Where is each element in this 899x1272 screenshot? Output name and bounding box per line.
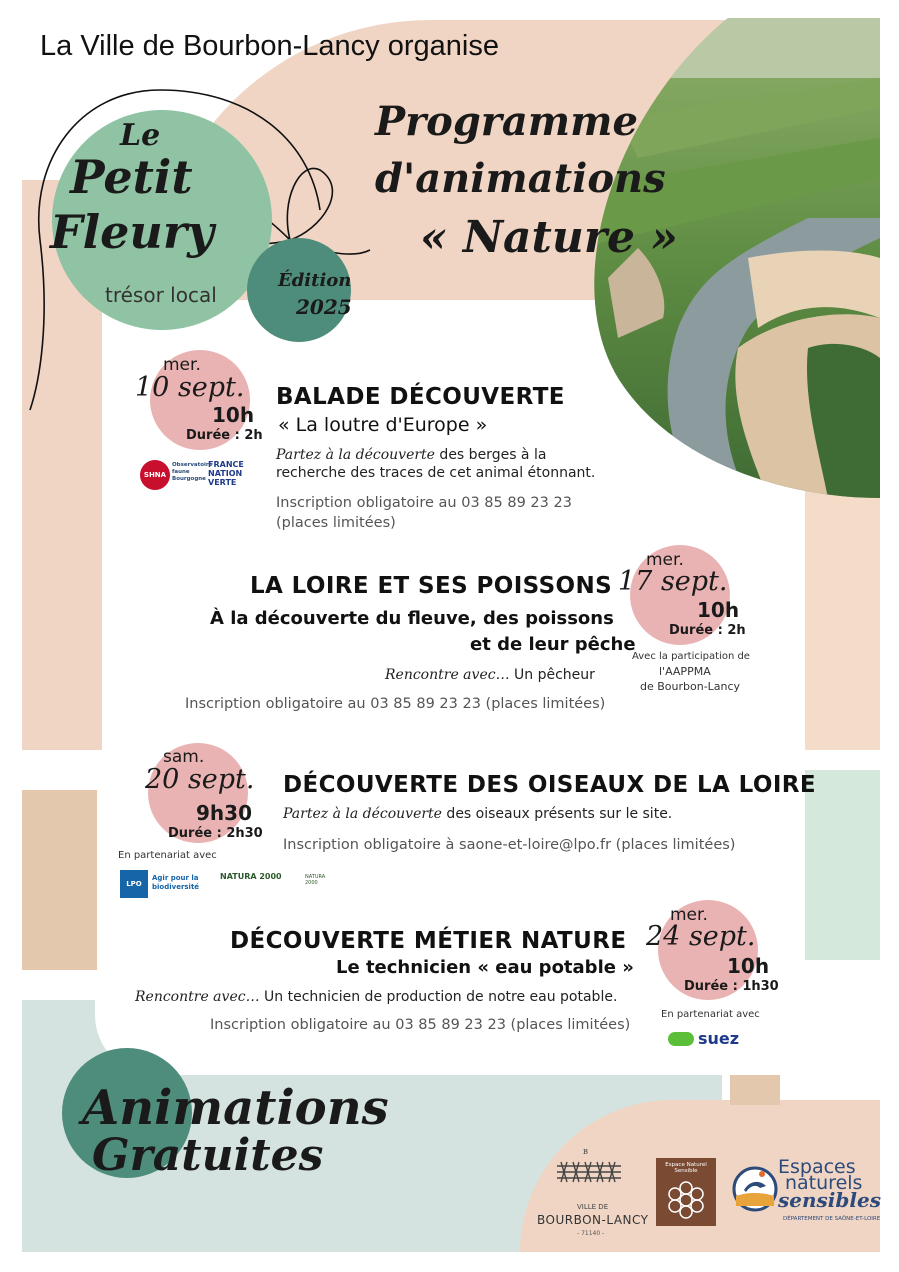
- bg-peach-right: [805, 480, 880, 750]
- event1-day: 10 sept.: [135, 372, 245, 403]
- event4-time: 10h: [727, 954, 770, 978]
- suez-icon: [668, 1032, 694, 1046]
- event4-desc: Un technicien de production de notre eau potable.: [259, 989, 618, 1005]
- event1-description: [276, 446, 616, 482]
- brand-petit: Petit: [70, 150, 193, 204]
- event1-title: BALADE DÉCOUVERTE: [276, 384, 565, 410]
- event4-registration: Inscription obligatoire au 03 85 89 23 23 (places limitées): [210, 1017, 631, 1033]
- event4-title: DÉCOUVERTE MÉTIER NATURE: [230, 928, 627, 954]
- event2-weekday: mer.: [646, 550, 684, 570]
- event2-duration: Durée : 2h: [669, 623, 746, 638]
- event2-desc: Un pêcheur: [509, 667, 595, 683]
- brand-le: Le: [120, 118, 161, 153]
- event2-subtitle-2: et de leur pêche: [470, 634, 636, 655]
- event1-registration-1: Inscription obligatoire au 03 85 89 23 23: [276, 495, 572, 511]
- edition-label: Édition: [278, 270, 352, 291]
- ens-brand-1: Espaces: [778, 1156, 856, 1178]
- natura2000-logo-2: NATURA 2000: [305, 874, 326, 886]
- event1-weekday: mer.: [163, 355, 201, 375]
- event4-lead: Rencontre avec…: [135, 989, 260, 1005]
- flower-icon: [656, 1174, 716, 1224]
- bg-tan-bottom: [730, 1075, 780, 1105]
- event3-duration: Durée : 2h30: [168, 826, 263, 841]
- observatoire-logo: Observatoire faune Bourgogne: [172, 462, 213, 482]
- town-zip: - 71140 -: [577, 1230, 605, 1237]
- france-nation-verte-logo: FRANCE NATION VERTE: [208, 460, 244, 487]
- organiser-line: La Ville de Bourbon-Lancy organise: [40, 30, 499, 62]
- event4-subtitle: Le technicien « eau potable »: [336, 957, 634, 978]
- bg-tan-left: [22, 790, 97, 970]
- town-name: BOURBON-LANCY: [537, 1213, 649, 1227]
- event2-partner-1: Avec la participation de: [632, 651, 750, 662]
- event4-duration: Durée : 1h30: [684, 979, 779, 994]
- ens-square-label: Espace Naturel Sensible: [665, 1162, 707, 1174]
- event1-desc: des berges à la recherche des traces de cet animal étonnant.: [276, 447, 596, 481]
- lpo-tagline: Agir pour la biodiversité: [152, 874, 200, 891]
- event2-subtitle-1: À la découverte du fleuve, des poissons: [210, 608, 614, 629]
- event2-registration: Inscription obligatoire au 03 85 89 23 23 (places limitées): [185, 696, 606, 712]
- event1-duration: Durée : 2h: [186, 428, 263, 443]
- ens-brand-2: naturels: [785, 1172, 863, 1194]
- event2-description: [385, 667, 595, 683]
- brand-tagline: trésor local: [105, 283, 217, 307]
- bourbon-lancy-emblem-icon: [553, 1142, 625, 1198]
- lpo-logo: LPO: [120, 870, 148, 898]
- event1-lead: Partez à la découverte: [276, 447, 435, 463]
- event3-time: 9h30: [196, 801, 252, 825]
- event3-title: DÉCOUVERTE DES OISEAUX DE LA LOIRE: [283, 772, 817, 798]
- event1-time: 10h: [212, 403, 255, 427]
- programme-line-1: Programme: [375, 98, 638, 145]
- shna-logo: [140, 460, 170, 490]
- ens-department: DÉPARTEMENT DE SAÔNE-ET-LOIRE: [783, 1216, 881, 1222]
- shna-logo-text: SHNA: [143, 471, 167, 479]
- event3-registration: Inscription obligatoire à saone-et-loire@lpo.fr (places limitées): [283, 837, 736, 853]
- event3-weekday: sam.: [163, 747, 205, 767]
- event3-desc: des oiseaux présents sur le site.: [441, 806, 673, 822]
- event2-partner-3: de Bourbon-Lancy: [640, 680, 741, 693]
- event2-partner-2: l'AAPPMA: [659, 665, 711, 678]
- event1-subtitle: « La loutre d'Europe »: [278, 414, 488, 436]
- programme-line-3: « Nature »: [420, 212, 678, 263]
- event2-lead: Rencontre avec…: [385, 667, 510, 683]
- event3-partner-label: En partenariat avec: [118, 850, 217, 861]
- ens-square-logo: [656, 1158, 716, 1226]
- free-line-1: Animations: [82, 1080, 389, 1136]
- suez-text: suez: [698, 1029, 740, 1048]
- ens-brand-3: sensibles: [778, 1188, 881, 1212]
- town-label-top: VILLE DE: [577, 1203, 609, 1211]
- brand-fleury: Fleury: [50, 205, 214, 259]
- event2-day: 17 sept.: [618, 566, 728, 597]
- event4-description: [135, 989, 617, 1005]
- event4-partner-label: En partenariat avec: [661, 1009, 760, 1020]
- event4-day: 24 sept.: [646, 921, 756, 952]
- bg-mint-right: [805, 770, 880, 960]
- event3-lead: Partez à la découverte: [283, 806, 442, 822]
- event1-registration-2: (places limitées): [276, 515, 396, 531]
- event4-weekday: mer.: [670, 905, 708, 925]
- free-line-2: Gratuites: [92, 1130, 324, 1181]
- suez-logo: [668, 1029, 739, 1048]
- programme-line-2: d'animations: [375, 155, 666, 202]
- event2-title: LA LOIRE ET SES POISSONS: [250, 573, 613, 599]
- bird-emblem-icon: [732, 1166, 778, 1212]
- event3-description: [283, 806, 672, 822]
- svg-text:ʙ: ʙ: [583, 1147, 589, 1157]
- event3-day: 20 sept.: [145, 764, 255, 795]
- edition-year: 2025: [296, 295, 352, 319]
- event2-time: 10h: [697, 598, 740, 622]
- natura2000-logo: NATURA 2000: [220, 872, 282, 881]
